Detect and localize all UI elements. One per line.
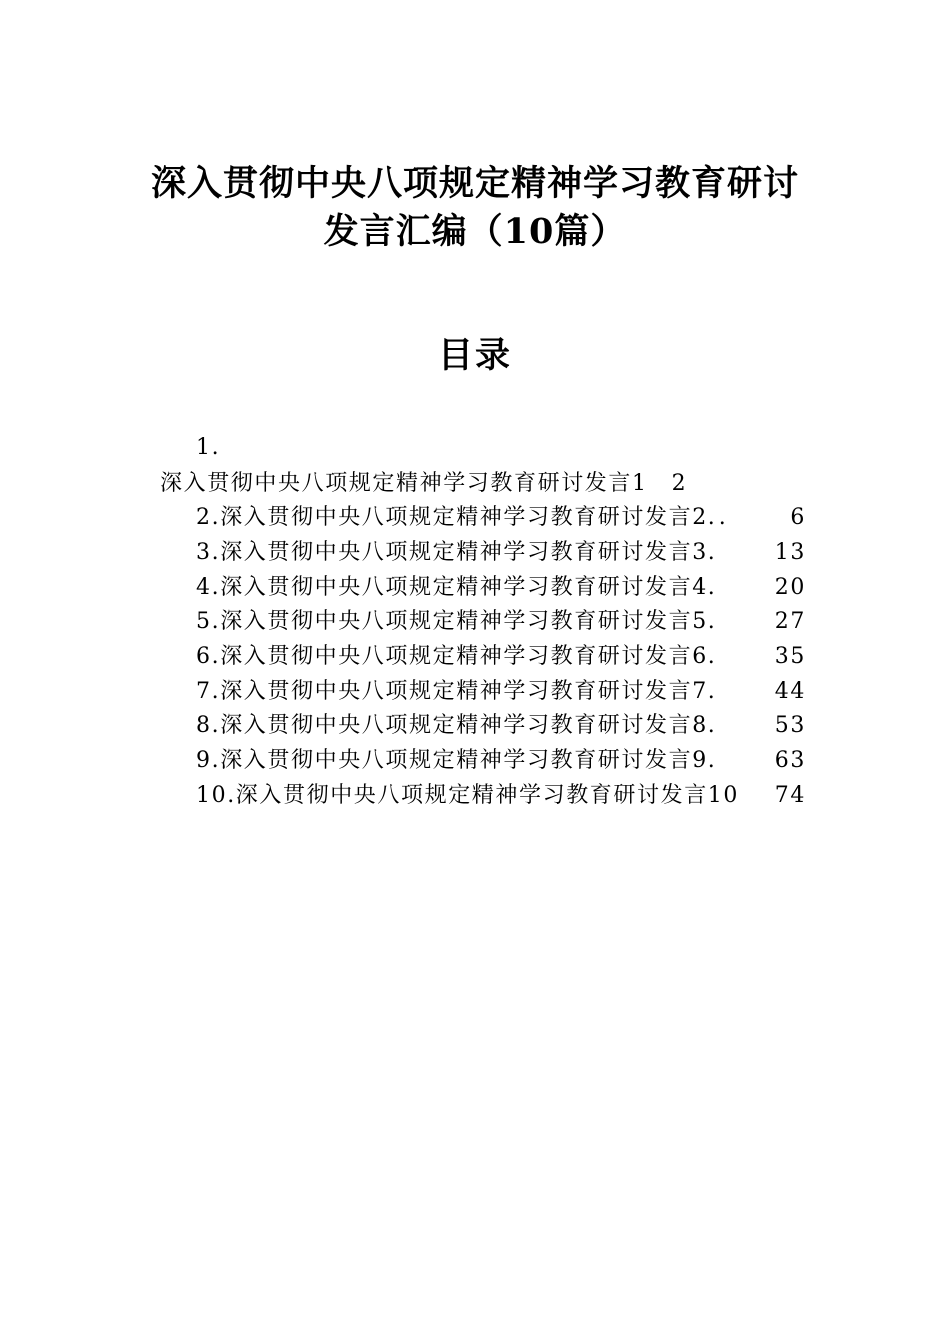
toc-entry-title: 6.深入贯彻中央八项规定精神学习教育研讨发言6 [196, 644, 708, 669]
toc-entry-page: 27 [774, 609, 806, 634]
toc-dot-leader: . [707, 748, 719, 773]
toc-entry-page: 35 [774, 644, 806, 669]
toc-entry-page: 20 [774, 575, 806, 600]
toc-entry-1-page: 2 [671, 471, 688, 496]
toc-entry[interactable] [196, 572, 806, 604]
toc-entry-title: 2.深入贯彻中央八项规定精神学习教育研讨发言2 [196, 505, 708, 530]
toc-entry-title: 3.深入贯彻中央八项规定精神学习教育研讨发言3 [196, 540, 708, 565]
toc-dot-leader: . [707, 679, 719, 704]
document-title-line-1: 深入贯彻中央八项规定精神学习教育研讨 [150, 163, 799, 204]
toc-dot-leader: . [707, 540, 719, 565]
toc-dot-leader: .. [707, 505, 730, 530]
toc-entry-page: 63 [774, 748, 806, 773]
toc-entry-1-title: 深入贯彻中央八项规定精神学习教育研讨发言1 [160, 471, 648, 496]
toc-dot-leader: . [707, 713, 719, 738]
toc-entry-1-number[interactable]: 1. [196, 435, 221, 460]
toc-entry[interactable] [196, 641, 806, 673]
toc-entry-title: 9.深入贯彻中央八项规定精神学习教育研讨发言9 [196, 748, 708, 773]
toc-entry-page: 6 [790, 505, 806, 530]
toc-entry-page: 74 [774, 783, 806, 808]
toc-entry[interactable] [196, 537, 806, 569]
toc-dot-leader: . [707, 575, 719, 600]
toc-entry-title: 4.深入贯彻中央八项规定精神学习教育研讨发言4 [196, 575, 708, 600]
toc-entry[interactable] [196, 780, 806, 812]
toc-dot-leader: . [707, 644, 719, 669]
toc-heading: 目录 [437, 335, 512, 376]
toc-entry-1-text[interactable] [160, 468, 687, 500]
toc-entry-title: 8.深入贯彻中央八项规定精神学习教育研讨发言8 [196, 713, 708, 738]
toc-entry-title: 5.深入贯彻中央八项规定精神学习教育研讨发言5 [196, 609, 708, 634]
toc-entry[interactable] [196, 676, 806, 708]
toc-entry-page: 44 [774, 679, 806, 704]
toc-entry-title: 7.深入贯彻中央八项规定精神学习教育研讨发言7 [196, 679, 708, 704]
toc-entry[interactable] [196, 606, 806, 638]
toc-entry-page: 53 [774, 713, 806, 738]
toc-entry[interactable] [196, 745, 806, 777]
toc-entry[interactable] [196, 502, 806, 534]
document-title-line-2: 发言汇编（10篇） [323, 211, 627, 252]
toc-dot-leader: . [707, 609, 719, 634]
toc-entry[interactable] [196, 710, 806, 742]
toc-entry-title: 10.深入贯彻中央八项规定精神学习教育研讨发言10 [196, 783, 739, 808]
toc-entry-page: 13 [774, 540, 806, 565]
